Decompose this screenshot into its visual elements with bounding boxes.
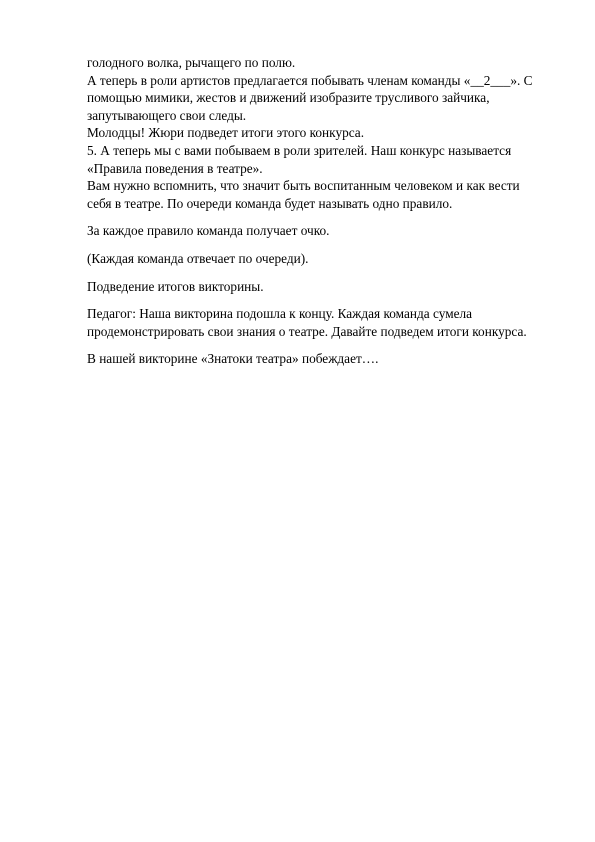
text-line: Вам нужно вспомнить, что значит быть воспитанным человеком и как вести [87,178,520,194]
text-line: 5. А теперь мы с вами побываем в роли зрителей. Наш конкурс называется [87,142,512,158]
text-line: запутывающего свои следы. [87,107,247,123]
text-line: «Правила поведения в театре». [87,160,263,176]
paragraph: За каждое правило команда получает очко. [87,223,330,239]
closing-line: Педагог: Наша викторина подошла к концу. Каждая команда сумела [87,306,473,322]
final-line: В нашей викторине «Знатоки театра» побеждает…. [87,351,379,367]
text-line: Молодцы! Жюри подведет итоги этого конкурса. [87,125,365,141]
paragraph: Подведение итогов викторины. [87,278,264,294]
paragraph: (Каждая команда отвечает по очереди). [87,250,309,266]
closing-line: продемонстрировать свои знания о театре. Давайте подведем итоги конкурса. [87,323,527,339]
text-line: А теперь в роли артистов предлагается побывать членам команды «__2___». С [87,72,533,88]
text-line: помощью мимики, жестов и движений изобразите трусливого зайчика, [87,90,490,106]
text-line: голодного волка, рычащего по полю. [87,55,296,70]
text-line: себя в театре. По очереди команда будет называть одно правило. [87,195,453,211]
document-body [87,54,567,368]
